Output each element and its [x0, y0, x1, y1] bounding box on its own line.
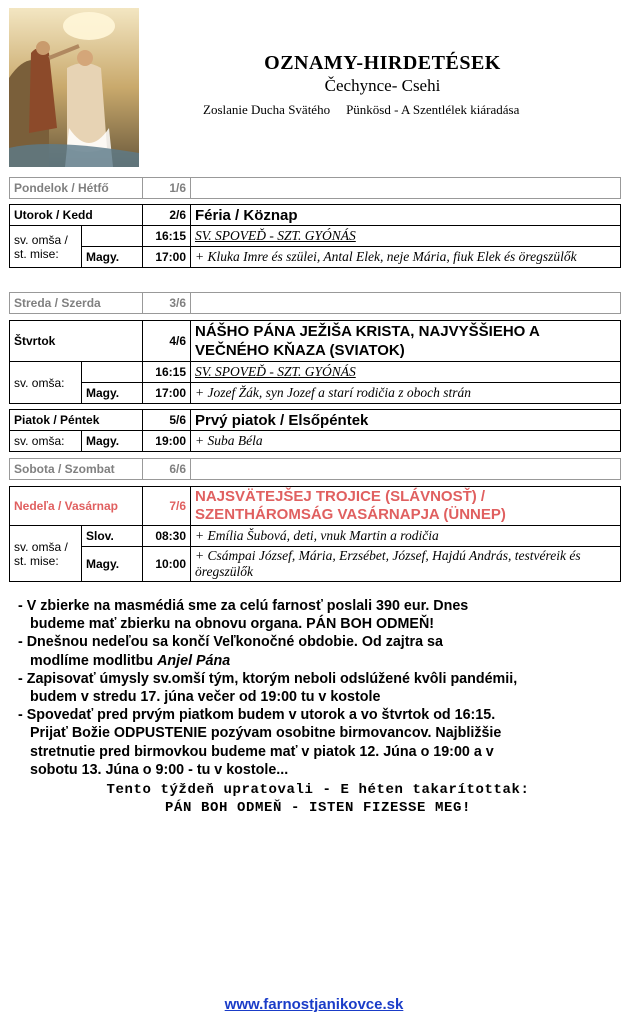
note-line: - Zapisovať úmysly sv.omší tým, ktorým neboli odslúžené kvôli pandémii,	[18, 670, 518, 687]
note-line: stretnutie pred birmovkou budeme mať v piatok 12. Júna o 19:00 a v	[30, 743, 494, 760]
page-header	[145, 52, 620, 118]
schedule-saturday	[9, 458, 621, 480]
mass-intention: + Jozef Žák, syn Jozef a starí rodičia z oboch strán	[191, 383, 621, 404]
mass-time: 16:15	[143, 226, 191, 247]
occasion-sk: Zoslanie Ducha Svätého	[203, 102, 331, 117]
note-line: - Spovedať pred prvým piatkom budem v utorok a vo štvrtok od 16:15.	[18, 707, 496, 724]
day-name: Nedeľa / Vasárnap	[10, 487, 143, 526]
note-line: budeme mať zbierku na obnovu organa. PÁN BOH ODMEŇ!	[30, 616, 435, 633]
day-name: Piatok / Péntek	[10, 410, 143, 431]
note-line: - Dnešnou nedeľou sa končí Veľkonočné obdobie. Od zajtra sa	[18, 634, 443, 651]
day-desc: NÁŠHO PÁNA JEŽIŠA KRISTA, NAJVYŠŠIEHO A VEČNÉHO KŇAZA (SVIATOK)	[191, 321, 621, 362]
mass-label: sv. omša:	[10, 431, 82, 452]
day-date: 5/6	[143, 410, 191, 431]
occasion-line	[145, 102, 620, 118]
day-date: 1/6	[143, 178, 191, 199]
mass-lang: Magy.	[82, 247, 143, 268]
note-text: modlíme modlitbu	[30, 652, 158, 669]
mass-label: sv. omša / st. mise:	[10, 526, 82, 582]
mass-lang: Magy.	[82, 383, 143, 404]
day-desc: NAJSVÄTEJŠEJ TROJICE (SLÁVNOSŤ) / SZENTHÁROMSÁG VASÁRNAPJA (ÜNNEP)	[191, 487, 621, 526]
day-desc	[191, 178, 621, 199]
mass-intention: + Csámpai József, Mária, Erzsébet, József, Hajdú András, testvéreik és öregszülők	[191, 547, 621, 582]
mass-time: 16:15	[143, 362, 191, 383]
mass-lang: Magy.	[82, 547, 143, 582]
mass-label: sv. omša:	[10, 362, 82, 404]
day-date: 3/6	[143, 293, 191, 314]
parish-website-link[interactable]: www.farnostjanikovce.sk	[224, 996, 404, 1013]
schedule-wednesday	[9, 292, 621, 314]
note-line: budem v stredu 17. júna večer od 19:00 tu v kostole	[30, 689, 381, 706]
mass-intention: + Kluka Imre és szülei, Antal Elek, neje Mária, fiuk Elek és öregszülők	[191, 247, 621, 268]
day-date: 6/6	[143, 459, 191, 480]
day-desc: Féria / Köznap	[191, 205, 621, 226]
mass-lang: Magy.	[82, 431, 143, 452]
mass-intention: SV. SPOVEĎ - SZT. GYÓNÁS	[191, 226, 621, 247]
note-line	[18, 652, 618, 670]
mass-label: sv. omša / st. mise:	[10, 226, 82, 268]
day-name: Sobota / Szombat	[10, 459, 143, 480]
announcements	[18, 597, 618, 817]
occasion-hu: Pünkösd - A Szentlélek kiáradása	[346, 102, 520, 117]
mass-time: 17:00	[143, 383, 191, 404]
mass-time: 10:00	[143, 547, 191, 582]
day-name: Pondelok / Hétfő	[10, 178, 143, 199]
day-date: 2/6	[143, 205, 191, 226]
mass-lang: Slov.	[82, 526, 143, 547]
mass-intention: + Suba Béla	[191, 431, 621, 452]
parish-name: Čechynce- Csehi	[324, 76, 441, 95]
day-desc	[191, 293, 621, 314]
schedule-tuesday	[9, 204, 621, 268]
schedule-sunday	[9, 486, 621, 582]
baptism-of-christ-image	[9, 8, 139, 167]
mass-intention: + Emília Šubová, deti, vnuk Martin a rodičia	[191, 526, 621, 547]
note-line: sobotu 13. Júna o 9:00 - tu v kostole...	[30, 761, 289, 778]
schedule-thursday	[9, 320, 621, 404]
mass-lang	[82, 226, 143, 247]
mass-time: 08:30	[143, 526, 191, 547]
day-date: 7/6	[143, 487, 191, 526]
mass-time: 19:00	[143, 431, 191, 452]
day-name: Streda / Szerda	[10, 293, 143, 314]
mass-lang	[82, 362, 143, 383]
cleaning-thanks: Tento týždeň upratovali - E héten takarítottak:	[106, 782, 530, 799]
schedule-friday	[9, 409, 621, 452]
schedule-monday	[9, 177, 621, 199]
day-desc	[191, 459, 621, 480]
day-name: Štvrtok	[10, 321, 143, 362]
prayer-name: Anjel Pána	[157, 652, 231, 669]
note-line: - V zbierke na masmédiá sme za celú farnosť poslali 390 eur. Dnes	[18, 598, 469, 614]
day-desc: Prvý piatok / Elsőpéntek	[191, 410, 621, 431]
mass-intention: SV. SPOVEĎ - SZT. GYÓNÁS	[191, 362, 621, 383]
god-reward: PÁN BOH ODMEŇ - ISTEN FIZESSE MEG!	[164, 800, 472, 817]
page-title: OZNAMY-HIRDETÉSEK	[264, 52, 501, 74]
note-line: Prijať Božie ODPUSTENIE pozývam osobitne birmovancov. Najbližšie	[30, 725, 502, 742]
mass-time: 17:00	[143, 247, 191, 268]
day-date: 4/6	[143, 321, 191, 362]
day-name: Utorok / Kedd	[10, 205, 143, 226]
